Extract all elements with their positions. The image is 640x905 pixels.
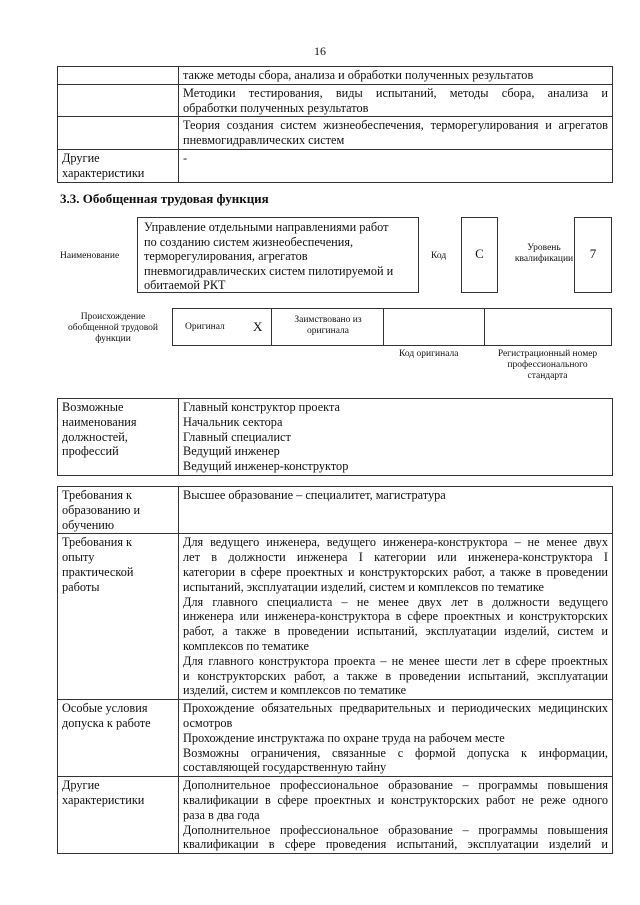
row-content xyxy=(179,67,613,85)
list-item: Ведущий инженер-конструктор xyxy=(183,459,349,474)
requirements-table xyxy=(57,486,613,854)
origin-label-line: обобщенной трудовой xyxy=(68,323,158,333)
access-label xyxy=(58,700,179,777)
row-content xyxy=(179,117,613,150)
label-line: обучению xyxy=(62,517,115,532)
row-line: Дополнительное профессиональное образование – программы повышения xyxy=(183,822,608,837)
label-line: Особые условия xyxy=(62,701,148,716)
label-line: наименования xyxy=(62,414,137,429)
row-label xyxy=(58,84,179,117)
education-content xyxy=(179,487,613,534)
divider xyxy=(383,309,384,345)
row-line: Дополнительное профессиональное образование – программы повышения xyxy=(183,778,608,793)
row-line: изделий, систем и комплексов по тематике xyxy=(183,683,407,698)
table-row xyxy=(58,487,613,534)
row-line: квалификации в сфере проведения испытаний, эксплуатации изделий и xyxy=(183,837,608,852)
level-label xyxy=(514,243,574,265)
table-row xyxy=(58,534,613,700)
label-line: Другие xyxy=(62,778,100,793)
label-line: работы xyxy=(62,579,100,594)
row-line: Для главного специалиста – не менее двух лет в должности ведущего xyxy=(183,594,608,609)
original-mark: X xyxy=(253,319,263,334)
table-row xyxy=(58,149,613,182)
table-row xyxy=(58,777,613,854)
row-content xyxy=(179,84,613,117)
list-item: Главный конструктор проекта xyxy=(183,400,340,414)
row-line: Методики тестирования, виды испытаний, методы сбора, анализа и xyxy=(183,85,608,100)
origin-box xyxy=(172,308,612,346)
access-content xyxy=(179,700,613,777)
label-line: практической xyxy=(62,564,134,579)
row-line: Высшее образование – специалитет, магистратура xyxy=(183,488,446,502)
label-line: характеристики xyxy=(62,165,145,180)
list-item: Ведущий инженер xyxy=(183,444,280,459)
name-line: Управление отдельными направлениями работ xyxy=(144,220,389,234)
reg-number-line: стандарта xyxy=(527,371,568,381)
label-line: образованию и xyxy=(62,502,141,517)
row-label xyxy=(58,149,179,182)
label-line: должностей, xyxy=(62,429,128,444)
label-line: Другие xyxy=(62,150,100,165)
positions-table xyxy=(57,398,613,476)
positions-label xyxy=(58,399,179,476)
row-line: Для главного конструктора проекта – не менее шести лет в сфере проектных xyxy=(183,653,608,668)
page-number: 16 xyxy=(314,44,326,58)
row-line: Теория создания систем жизнеобеспечения, терморегулирования и агрегатов xyxy=(183,118,608,133)
divider xyxy=(271,309,272,345)
function-name-box xyxy=(137,217,419,293)
code-original-label: Код оригинала xyxy=(399,349,459,359)
table-row xyxy=(58,67,613,85)
row-line: квалификации в сфере проектных и конструкторских работ не реже одного xyxy=(183,792,608,807)
name-line: обитаемой РКТ xyxy=(144,278,226,293)
experience-label xyxy=(58,534,179,700)
row-line: Возможны ограничения, связанные с формой допуска к информации, xyxy=(183,745,608,760)
row-line: раза в два года xyxy=(183,807,260,822)
label-line: характеристики xyxy=(62,792,145,807)
level-box xyxy=(574,217,612,293)
code-value: C xyxy=(475,246,484,261)
row-line: Для ведущего инженера, ведущего инженера-конструктора – не менее двух xyxy=(183,535,608,550)
origin-label-line: функции xyxy=(95,334,131,344)
experience-content xyxy=(179,534,613,700)
reg-number-line: профессионального xyxy=(507,360,588,370)
label-line: профессий xyxy=(62,444,119,459)
name-line: по созданию систем жизнеобеспечения, xyxy=(144,234,354,249)
other-label xyxy=(58,777,179,854)
table-row xyxy=(58,700,613,777)
row-line: обработки полученных результатов xyxy=(183,100,369,115)
row-line: также методы сбора, анализа и обработки полученных результатов xyxy=(183,68,534,82)
code-box xyxy=(461,217,498,293)
row-line: категории в сфере проектных и конструкторских работ, а также в проведении xyxy=(183,564,608,579)
level-label-line: квалификации xyxy=(514,254,574,264)
code-label: Код xyxy=(431,251,447,261)
reg-number-line: Регистрационный номер xyxy=(497,349,598,359)
borrowed-label-line: оригинала xyxy=(307,326,349,336)
level-label-line: Уровень xyxy=(527,243,561,253)
table-row xyxy=(58,399,613,476)
row-line: пневмогидравлических систем xyxy=(183,133,345,148)
name-line: пневмогидравлических систем пилотируемой и xyxy=(144,263,394,278)
label-line: Требования к xyxy=(62,488,133,502)
row-line: испытаний, эксплуатации изделий, систем и комплексов по тематике xyxy=(183,579,544,594)
row-line: Прохождение инструктажа по охране труда на рабочем месте xyxy=(183,730,505,745)
list-item: Главный специалист xyxy=(183,429,291,444)
label-line: Требования к xyxy=(62,535,133,550)
table-row xyxy=(58,84,613,117)
divider xyxy=(484,309,485,345)
label-line: допуска к работе xyxy=(62,715,151,730)
borrowed-label xyxy=(273,315,383,337)
row-line: работ, а также в проведении испытаний, эксплуатации изделий, систем и xyxy=(183,624,608,639)
original-label: Оригинал xyxy=(185,322,225,332)
origin-label-line: Происхождение xyxy=(80,312,146,322)
row-content xyxy=(179,149,613,182)
label-line: опыту xyxy=(62,550,95,565)
level-value: 7 xyxy=(589,246,597,261)
row-label xyxy=(58,117,179,150)
reg-number-label xyxy=(485,349,610,382)
name-line: терморегулирования, агрегатов xyxy=(144,249,308,264)
label-line: Возможные xyxy=(62,400,124,414)
name-label: Наименование xyxy=(60,251,120,261)
row-line: Прохождение обязательных предварительных и периодических медицинских xyxy=(183,701,608,716)
row-line: инженера или инженера-конструктора в сфере проектных и конструкторских xyxy=(183,609,608,624)
table-row xyxy=(58,117,613,150)
section-title: 3.3. Обобщенная трудовая функция xyxy=(60,191,269,206)
row-line: и конструкторских работ, а также в проведении испытаний, эксплуатации xyxy=(183,668,608,683)
origin-label xyxy=(57,312,169,345)
row-line: - xyxy=(183,150,188,165)
row-line: составляющей государственную тайну xyxy=(183,760,387,775)
other-content xyxy=(179,777,613,854)
list-item: Начальник сектора xyxy=(183,414,283,429)
row-line: осмотров xyxy=(183,715,233,730)
education-label xyxy=(58,487,179,534)
row-line: комплексов по тематике xyxy=(183,638,309,653)
borrowed-label-line: Заимствовано из xyxy=(294,315,362,325)
row-line: лет в должности инженера I категории или инженера-конструктора I xyxy=(183,550,608,565)
positions-list xyxy=(179,399,613,476)
top-table xyxy=(57,66,613,183)
row-label xyxy=(58,67,179,85)
